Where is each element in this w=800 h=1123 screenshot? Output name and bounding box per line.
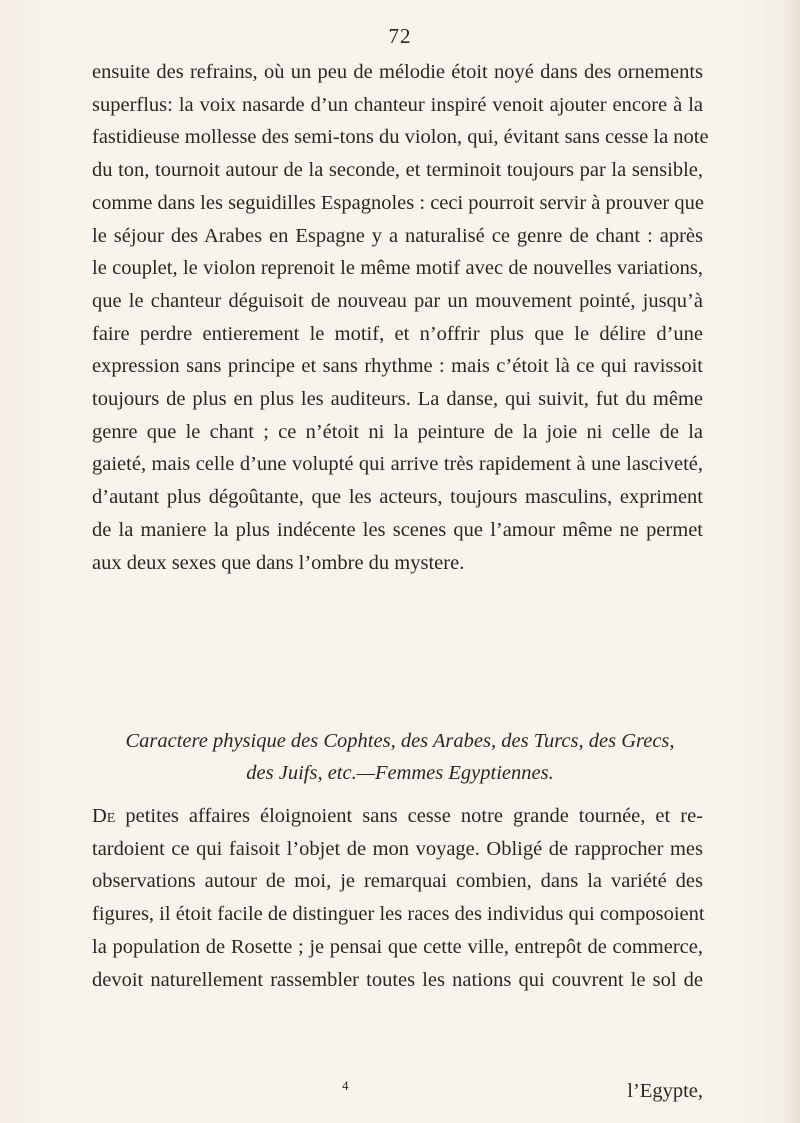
text-line: devoit naturellement rassembler toutes les nations qui couvrent le sol de (92, 968, 703, 991)
text-line: figures, il étoit facile de distinguer les races des individus qui composoient (92, 903, 705, 926)
text-line: d’autant plus dégoûtante, que les acteurs, toujours masculins, expriment (92, 486, 703, 509)
page-edge-shadow (786, 0, 800, 1123)
text-line-first (92, 800, 703, 833)
paragraph-music-dance (92, 56, 709, 579)
text-line: gaieté, mais celle d’une volupté qui arrive très rapidement à une lasciveté, (92, 453, 703, 476)
text-line: comme dans les seguidilles Espagnoles : ceci pourroit servir à prouver que (92, 191, 704, 214)
paragraph-rosette (92, 800, 703, 996)
page-number: 72 (388, 24, 412, 48)
text-line: fastidieuse mollesse des semi-tons du violon, qui, évitant sans cesse la note (92, 126, 709, 149)
text-line: le séjour des Arabes en Espagne y a naturalisé ce genre de chant : après (92, 224, 703, 247)
text-line: expression sans principe et sans rhythme : mais c’étoit là ce qui ravissoit (92, 355, 703, 378)
text-line: de la maniere la plus indécente les scenes que l’amour même ne permet (92, 518, 703, 541)
text-line: observations autour de moi, je remarquai combien, dans la variété des (92, 870, 703, 893)
signature-mark: 4 (342, 1078, 349, 1093)
text-line: ensuite des refrains, où un peu de mélodie étoit noyé dans des ornements (92, 61, 703, 83)
drop-initial: De (92, 805, 116, 827)
text-line: aux deux sexes que dans l’ombre du mystere. (92, 551, 465, 574)
text-line: du ton, tournoit autour de la seconde, et terminoit toujours par la sensible, (92, 159, 703, 182)
catchword: l’Egypte, (627, 1080, 703, 1102)
heading-line: des Juifs, etc.—Femmes Egyptiennes. (246, 762, 554, 784)
page-footer (92, 1078, 703, 1112)
text-line: superflus: la voix nasarde d’un chanteur inspiré venoit ajouter encore à la (92, 93, 703, 116)
text-line: genre que le chant ; ce n’étoit ni la peinture de la joie ni celle de la (92, 420, 703, 443)
text-line: la population de Rosette ; je pensai que cette ville, entrepôt de commerce, (92, 935, 703, 958)
text-line: tardoient ce qui faisoit l’objet de mon voyage. Obligé de rapprocher mes (92, 837, 703, 860)
text-line: le couplet, le violon reprenoit le même motif avec de nouvelles variations, (92, 257, 703, 280)
text-line: toujours de plus en plus les auditeurs. La danse, qui suivit, fut du même (92, 388, 703, 411)
text-line: que le chanteur déguisoit de nouveau par un mouvement pointé, jusqu’à (92, 289, 703, 312)
heading-line: Caractere physique des Cophtes, des Arabes, des Turcs, des Grecs, (125, 730, 675, 752)
section-heading (0, 725, 800, 789)
text-line-rest: petites affaires éloignoient sans cesse notre grande tournée, et re- (115, 805, 703, 827)
text-line: faire perdre entierement le motif, et n’offrir plus que le délire d’une (92, 322, 703, 345)
